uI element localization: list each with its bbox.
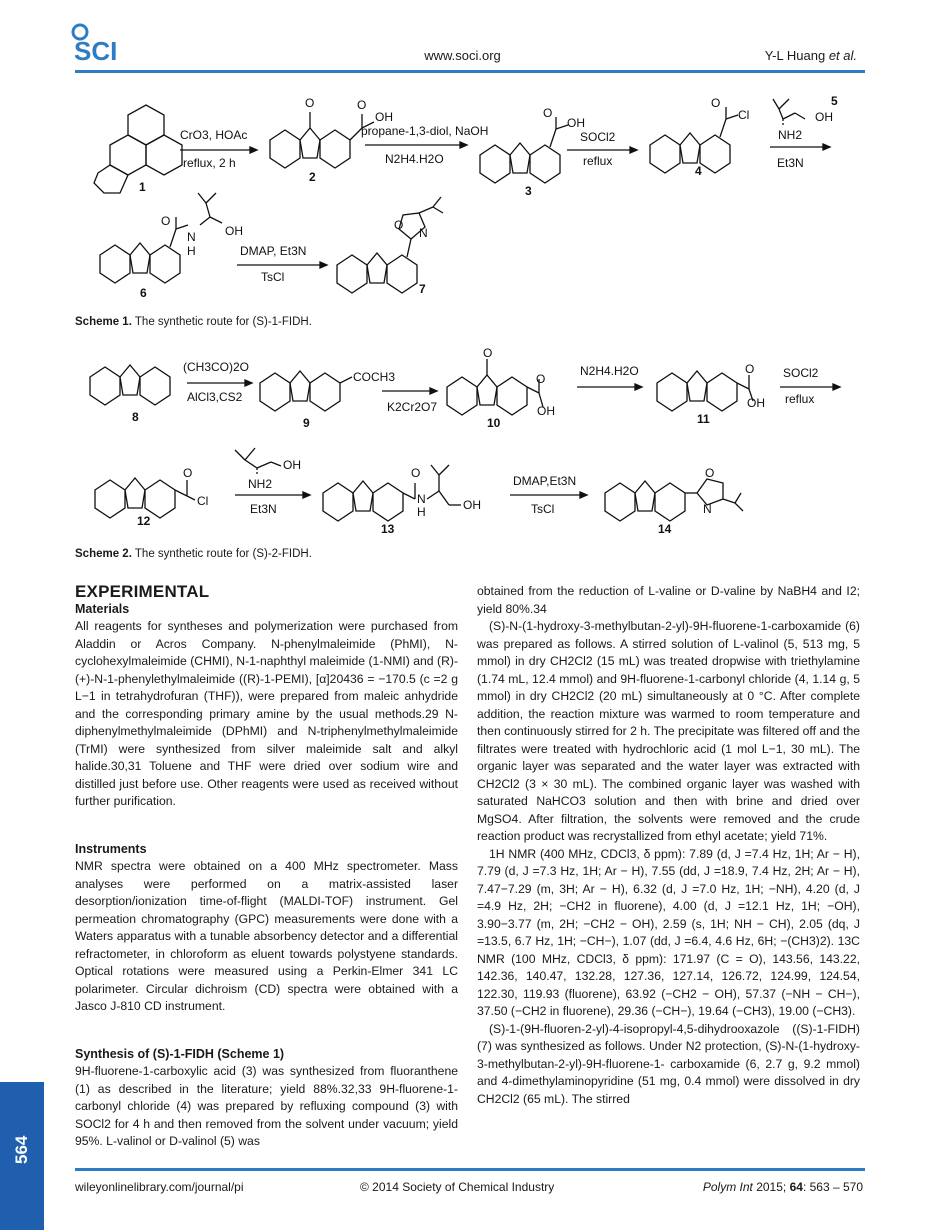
label-11: 11 [697,412,710,426]
compound-8 [90,365,170,405]
materials-heading: Materials [75,601,130,616]
s1-step1-reagent: CrO3, HOAc [180,128,248,142]
compound-14 [605,479,743,521]
s2-c13-h: H [417,505,426,519]
s1-c5-nh2: NH2 [778,128,803,142]
s2-c14-o: O [705,466,715,480]
s1-c2-oh: OH [375,110,393,124]
compound-1 [94,105,182,193]
materials-paragraph: All reagents for syntheses and polymerization were purchased from Aladdin or Acros Company. N-phenylmaleimide (PhMI), N-cyclohexylmaleimide (CHMI), N-1-naphthyl maleimide (1-NMI) and (R)-(+)-N-1-phenylethylmaleimide ((R)-1-PEMI), [α]20436 = −170.5 (c =2 g L−1 in tetrahydrofuran (THF)), were prepared from maleic anhydride and the corresponding primary amine by the usual methods.29 N-diphenylmethylmaleimide (DPhMI) and N-triphenylmethylmaleimide (TrMI) were synthesized from silver maleimide salt and alkyl halide.30,31 Toluene and THF were dried over sodium wire and distilled just before use. Other reagents were used as received without further purification. [75,619,458,808]
caption-1-text: The synthetic route for (S)-1-FIDH. [131,316,312,328]
label-13: 13 [381,522,395,536]
right-column [477,583,860,1108]
label-5: 5 [831,95,838,108]
s2-coch3: COCH3 [353,370,396,384]
s2-c11-oh: OH [747,396,765,410]
s2-valinol-nh2: NH2 [248,477,273,491]
compound-11 [657,371,753,411]
label-9: 9 [303,416,310,430]
label-3: 3 [525,184,532,198]
s1-step5-reagent: DMAP, Et3N [240,244,307,258]
compound-6 [100,193,222,283]
s2-step5-cond: Et3N [250,502,277,516]
compound-7 [337,197,443,293]
s1-c2-o1: O [305,96,315,110]
label-12: 12 [137,514,151,528]
s1-step4-cond: Et3N [777,156,804,170]
header-url[interactable]: www.soci.org [424,48,501,63]
s1-c6-n: N [187,230,196,244]
s2-step1-reagent: (CH3CO)2O [183,360,250,374]
caption-2-label: Scheme 2. [75,548,132,560]
caption-2-text: The synthetic route for (S)-2-FIDH. [131,548,312,560]
s2-valinol-oh: OH [283,458,301,472]
right-p1: obtained from the reduction of L-valine or D-valine by NaBH4 and I2; yield 80%.34 [477,584,860,616]
instruments-heading: Instruments [75,841,147,856]
s2-step6-cond: TsCl [531,502,555,516]
header-author [765,48,857,63]
s2-step6-reagent: DMAP,Et3N [513,474,577,488]
section-heading: EXPERIMENTAL [75,582,210,601]
s2-c13-o: O [411,466,421,480]
footer-rule [75,1168,865,1171]
scheme-2-drawing [75,345,865,545]
caption-scheme-1 [75,316,312,328]
sci-logo [70,22,150,71]
s1-step2-cond: N2H4.H2O [385,152,444,166]
s1-step5-cond: TsCl [261,270,285,284]
s1-c4-o: O [711,96,721,110]
s1-c4-cl: Cl [738,108,750,122]
footer-year: 2015; [752,1180,790,1194]
right-p3: 1H NMR (400 MHz, CDCl3, δ ppm): 7.89 (d, J =7.4 Hz, 1H; Ar − H), 7.79 (d, J =7.3 Hz, 1H; Ar − H), 7.55 (dd, J =18.9, 7.4 Hz, 2H; Ar − H), 7.47−7.29 (m, 3H; Ar − H), 6.32 (d, J =7.0 Hz, 1H; −NH), 4.20 (d, J =4.9 Hz, 2H; −CH2 in fluorene), 4.00 (d, J =12.1 Hz, 1H; −OH), 3.90−3.77 (m, 2H; −CH2 − OH), 2.59 (s, 1H; NH − CH), 2.05 (dq, J =13.5, 6.7 Hz, 1H; −CH−), 1.07 (dd, J =6.4, 4.6 Hz, 6H; −(CH3)2). 13C NMR (100 MHz, CDCl3, δ ppm): 171.97 (C = O), 143.56, 143.22, 142.36, 140.47, 132.28, 127.36, 127.14, 126.72, 124.99, 124.54, 122.30, 119.93 (fluorene), 63.92 (−CH2 − OH), 57.37 (−NH − CH−), 37.50 (−CH2 in fluorene), 29.36 (−CH−), 19.64 (−CH3), 19.00 (−CH3). [477,846,860,1018]
footer-copyright: © 2014 Society of Chemical Industry [360,1180,555,1194]
footer-citation [703,1180,863,1194]
s2-c12-o: O [183,466,193,480]
left-column [75,583,458,1151]
s2-step1-cond: AlCl3,CS2 [187,390,243,404]
label-14: 14 [658,522,672,536]
s2-c12-cl: Cl [197,494,209,508]
s2-c13-n: N [417,492,426,506]
s1-c7-n: N [419,226,428,240]
synthesis-heading: Synthesis of (S)-1-FIDH (Scheme 1) [75,1046,285,1061]
compound-12 [95,478,195,518]
label-8: 8 [132,410,139,424]
s2-c13-oh: OH [463,498,481,512]
s2-valinol [235,448,281,474]
synthesis-paragraph: 9H-fluorene-1-carboxylic acid (3) was synthesized from fluoranthene (1) as described in the literature; yield 88%.32,33 9H-fluorene-1-carbonyl chloride (4) was prepared by refluxing compound (3) with SOCl2 for 4 h and then removed from the solvent under vacuum; yield 95%. L-valinol or D-valinol (5) was [75,1064,458,1148]
label-7: 7 [419,282,426,296]
right-p2: (S)-N-(1-hydroxy-3-methylbutan-2-yl)-9H-fluorene-1-carboxamide (6) was prepared as follows. A stirred solution of L-valinol (5, 513 mg, 5 mmol) in dry CH2Cl2 (15 mL) was treated dropwise with triethylamine (1.74 mL, 12.4 mmol) and 9H-fluorene-1-carbonyl chloride (4, 1.14 g, 5 mmol) in dry CH2Cl2 (20 mL) simultaneously at 0 °C. After complete addition, the reaction mixture was warmed to room temperature and then continuously stirred for 2 h. The precipitate was filtered off and the filtrates were treated with hydrochloric acid (1 mol L−1, 30 mL). The organic layer was separated and the water layer was extracted with CH2Cl2 (3 × 30 mL). The combined organic layer was washed with saturated NaHCO3 solution and then with brine and dried over MgSO4. After filtration, the solvents were removed and the crude reaction product was recrystallized from ethyl acetate; yield 71%. [477,619,861,843]
s2-step2-cond: K2Cr2O7 [387,400,438,414]
footer-volume: 64 [789,1180,803,1194]
compound-5 [773,99,805,127]
label-10: 10 [487,416,501,430]
s1-step2-reagent: propane-1,3-diol, NaOH [361,124,489,138]
s1-step3-cond: reflux [583,154,613,168]
s2-c10-o2: O [536,372,546,386]
header-rule [75,70,865,73]
label-4: 4 [695,164,702,178]
author-etal: et al. [828,48,857,63]
footer-journal-url[interactable]: wileyonlinelibrary.com/journal/pi [75,1180,244,1194]
s2-step3-reagent: N2H4.H2O [580,364,639,378]
label-1: 1 [139,180,146,194]
instruments-paragraph: NMR spectra were obtained on a 400 MHz spectrometer. Mass analyses were performed on a matrix-assisted laser desorption/ionization time-of-flight (MALDI-TOF) instrument. Gel permeation chromatography (GPC) measurements were done with a Waters apparatus with a tunable absorbency detector and a differential refractometer, in chloroform as eluent towards polystyene standards. Optical rotations were measured using a Perkin-Elmer 341 LC polarimeter. Circular dichroism (CD) spectra were obtained with a Jasco J-810 CD instrument. [75,859,458,1013]
footer-journal: Polym Int [702,1180,753,1194]
s2-c14-n: N [703,502,712,516]
s2-c11-o: O [745,362,755,376]
s2-step4-cond: reflux [785,392,815,406]
compound-3 [480,117,568,183]
caption-1-label: Scheme 1. [75,316,132,328]
compound-4 [650,107,738,173]
scheme-1-drawing [75,95,865,310]
s1-step3-reagent: SOCl2 [580,130,616,144]
s2-c10-oh: OH [537,404,555,418]
author-name: Y-L Huang [764,48,826,63]
label-6: 6 [140,286,147,300]
s1-c5-oh: OH [815,110,833,124]
s1-c6-o: O [161,214,171,228]
page-number: 564 [12,1135,31,1165]
footer-pages: : 563 – 570 [802,1180,863,1194]
compound-10 [447,359,546,415]
caption-scheme-2 [75,548,312,560]
scheme-2 [75,345,865,545]
s1-c3-oh: OH [567,116,585,130]
s1-c6-h: H [187,244,196,258]
compound-2 [270,112,374,168]
s1-c6-oh: OH [225,224,243,238]
right-p4: (S)-1-(9H-fluoren-2-yl)-4-isopropyl-4,5-dihydrooxazole ((S)-1-FIDH) (7) was synthesized as follows. Under N2 protection, (S)-N-(1-hydroxy-3-methylbutan-2-yl)-9H-fluorene-1- carboxamide (6, 2.7 g, 9.2 mmol) and 4-dimethylaminopyridine (51 mg, 0.4 mmol) were dissolved in dry CH2Cl2 (65 mL). The stirred [477,1021,860,1106]
compound-13 [323,465,461,521]
s1-c2-o2: O [357,98,367,112]
logo-text: SCI [74,36,118,66]
s2-c10-o1: O [483,346,493,360]
s1-step1-cond: reflux, 2 h [183,156,236,170]
label-2: 2 [309,170,316,184]
s2-step4-reagent: SOCl2 [783,366,819,380]
scheme-1 [75,95,865,310]
s1-c3-o: O [543,106,553,120]
compound-9 [260,371,352,411]
s1-c7-o: O [394,218,404,232]
